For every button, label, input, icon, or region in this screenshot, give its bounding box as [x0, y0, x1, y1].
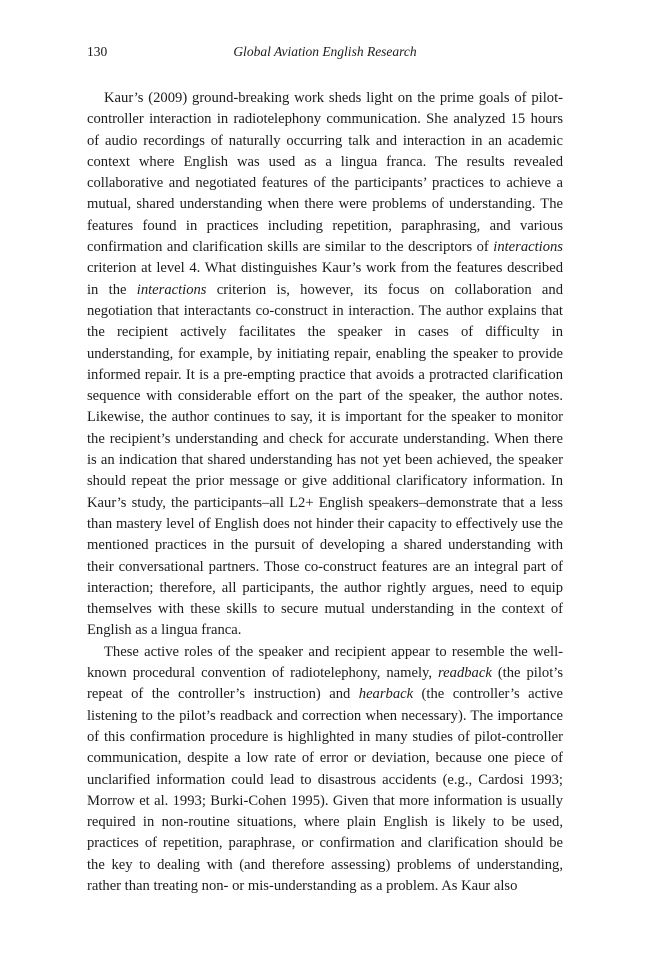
- paragraph-segment-italic: interactions: [493, 239, 563, 256]
- paragraph-2: [87, 642, 563, 898]
- page-header: [87, 44, 563, 64]
- page-number: 130: [87, 44, 108, 59]
- paragraph-segment: Kaur’s (2009) ground-breaking work sheds light on the prime goals of pilot-controller interaction in radiotelephony communication. She analyzed 15 hours of audio recordings of naturally occurring talk and interaction in an academic context where English was used as a lingua franca. The results revealed collaborative and negotiated features of the participants’ practices to achieve a mutual, shared understanding when there were problems of understanding. The features found in practices including repetition, paraphrasing, and various confirmation and clarification skills are similar to the descriptors of: [87, 90, 563, 256]
- paragraph-segment: These active roles of the speaker and recipient appear to resemble the well-known procedural convention of radiotelephony, namely,: [87, 643, 563, 682]
- paragraph-segment: (the controller’s active listening to the pilot’s readback and correction when necessary). The importance of this confirmation procedure is highlighted in many studies of pilot-controller communication, despite a low rate of error or deviation, because one piece of unclarified information could lead to disastrous accidents (e.g., Cardosi 1993; Morrow et al. 1993; Burki-Cohen 1995). Given that more information is usually required in non-routine situations, where plain English is likely to be used, practices of repetition, paraphrase, or confirmation and clarification should be the key to dealing with (and therefore assessing) problems of understanding, rather than treating non- or mis-understanding as a problem. As Kaur also: [87, 686, 563, 894]
- paragraph-segment: (the pilot’s repeat of the controller’s instruction) and: [87, 665, 564, 703]
- paragraph-segment: criterion is, however, its focus on collaboration and negotiation that interactants co-construct in interaction. The author explains that the recipient actively facilitates the speaker in cases of difficulty in understanding, for example, by initiating repair, enabling the speaker to provide informed repair. It is a pre-empting practice that avoids a protracted clarification sequence with considerable effort on the part of the speaker, the author notes. Likewise, the author continues to say, it is important for the speaker to monitor the recipient’s understanding and check for accurate understanding. When there is an indication that shared understanding has not yet been achieved, the speaker should repeat the prior message or give additional clarificatory information. In Kaur’s study, the participants–all L2+ English speakers–demonstrate that a less than mastery level of English does not hinder their capacity to effectively use the mentioned practices in the pursuit of developing a shared understanding with their conversational partners. Those co-construct features are an integral part of interaction; therefore, all participants, the author rightly argues, need to equip themselves with these skills to secure mutual understanding in the context of English as a lingua franca.: [87, 281, 563, 639]
- paragraph-segment-italic: readback: [438, 665, 492, 682]
- paragraph-segment-italic: interactions: [136, 281, 207, 298]
- paragraph-1: [87, 88, 563, 642]
- running-head: Global Aviation English Research: [233, 44, 417, 59]
- paragraph-segment: criterion at level 4. What distinguishes Kaur’s work from the features described in the: [87, 260, 563, 298]
- paragraph-segment-italic: hearback: [358, 686, 414, 703]
- body-text: [87, 88, 563, 897]
